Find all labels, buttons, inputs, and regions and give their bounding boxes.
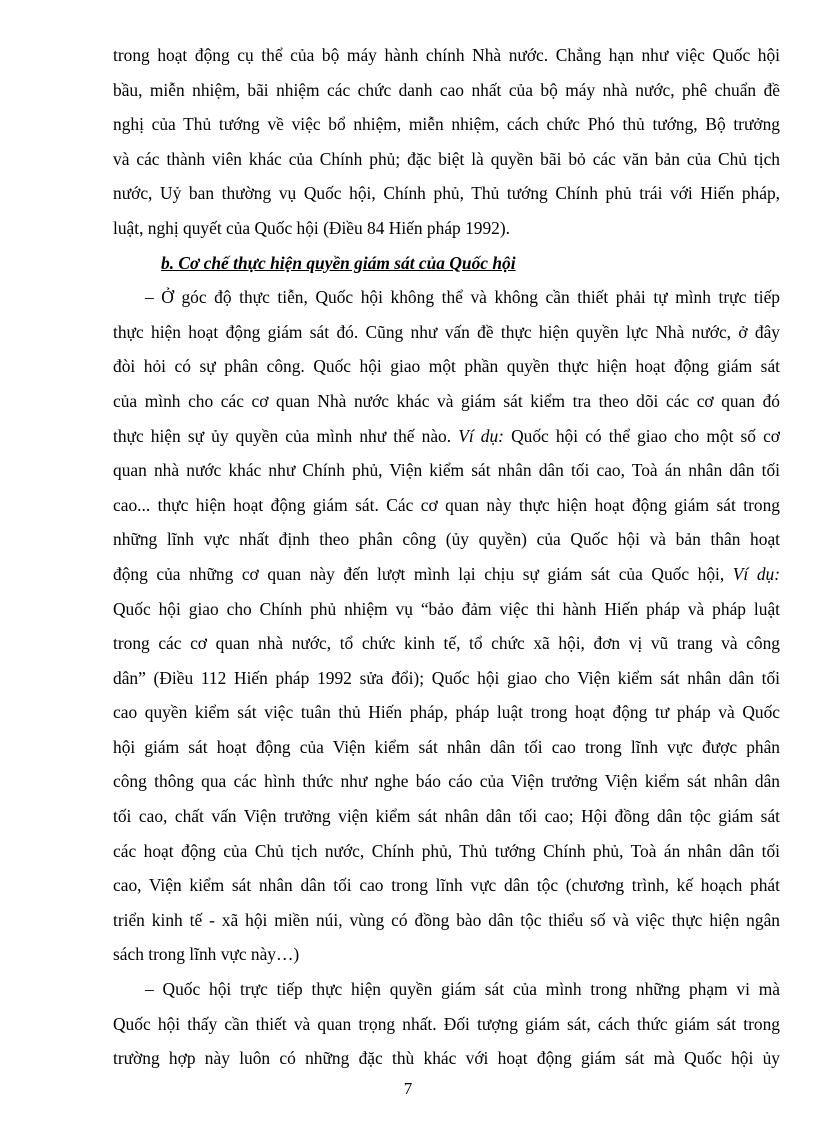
- text-line: trường hợp này luôn có những đặc thù khác với hoạt động giám sát mà Quốc hội ủy: [113, 1048, 780, 1069]
- text-line: nước, Uỷ ban thường vụ Quốc hội, Chính phủ, Thủ tướng Chính phủ trái với Hiến pháp,: [113, 183, 780, 204]
- text-line: của mình cho các cơ quan Nhà nước khác và giám sát kiểm tra theo dõi các cơ quan đó: [113, 390, 780, 411]
- text-line: trong hoạt động cụ thể của bộ máy hành chính Nhà nước. Chẳng hạn như việc Quốc hội: [113, 45, 780, 65]
- text-line: đòi hỏi có sự phân công. Quốc hội giao một phần quyền thực hiện hoạt động giám sát: [113, 356, 780, 377]
- example-label: Ví dụ:: [458, 425, 504, 446]
- text-line: triển kinh tế - xã hội miền núi, vùng có đồng bào dân tộc thiểu số và việc thực hiện ngân: [113, 909, 780, 930]
- text-segment: thực hiện sự ủy quyền của mình như thế nào.: [113, 425, 459, 446]
- text-line: thực hiện hoạt động giám sát đó. Cũng như vấn đề thực hiện quyền lực Nhà nước, ở đây: [113, 321, 780, 342]
- text-line: Quốc hội thấy cần thiết và quan trọng nhất. Đối tượng giám sát, cách thức giám sát trong: [113, 1013, 780, 1034]
- text-line: – Ở góc độ thực tiễn, Quốc hội không thể và không cần thiết phải tự mình trực tiếp: [145, 287, 780, 308]
- text-line: luật, nghị quyết của Quốc hội (Điều 84 Hiến pháp 1992).: [113, 217, 510, 238]
- text-line: sách trong lĩnh vực này…): [113, 944, 300, 965]
- text-line: những lĩnh vực nhất định theo phân công (ủy quyền) của Quốc hội và bản thân hoạt: [113, 529, 780, 550]
- text-line: và các thành viên khác của Chính phủ; đặc biệt là quyền bãi bỏ các văn bản của Chủ tịch: [113, 148, 780, 169]
- text-line: hội giám sát hoạt động của Viện kiểm sát nhân dân tối cao trong lĩnh vực được phân: [113, 736, 780, 757]
- text-line: quan nhà nước khác như Chính phủ, Viện kiểm sát nhân dân tối cao, Toà án nhân dân tối: [113, 460, 780, 481]
- text-line: các hoạt động của Chủ tịch nước, Chính phủ, Thủ tướng Chính phủ, Toà án nhân dân tối: [113, 840, 780, 861]
- text-line: bầu, miễn nhiệm, bãi nhiệm các chức danh cao nhất của bộ máy nhà nước, phê chuẩn đề: [113, 79, 780, 100]
- text-line: – Quốc hội trực tiếp thực hiện quyền giám sát của mình trong những phạm vi mà: [145, 979, 780, 1000]
- text-line: trong các cơ quan nhà nước, tổ chức kinh tế, tổ chức xã hội, đơn vị vũ trang và công: [113, 633, 780, 654]
- text-line: [113, 557, 780, 592]
- text-line: cao quyền kiểm sát việc tuân thủ Hiến pháp, pháp luật trong hoạt động tư pháp và Quốc: [113, 702, 780, 723]
- text-segment: Quốc hội có thể giao cho một số cơ: [503, 425, 781, 446]
- text-line: tối cao, chất vấn Viện trưởng viện kiểm sát nhân dân tối cao; Hội đồng dân tộc giám sát: [113, 806, 780, 827]
- text-line: Quốc hội giao cho Chính phủ nhiệm vụ “bảo đảm việc thi hành Hiến pháp và pháp luật: [113, 598, 780, 619]
- example-label: Ví dụ:: [732, 563, 781, 584]
- text-line: [113, 419, 780, 454]
- text-line: cao, Viện kiểm sát nhân dân tối cao trong lĩnh vực dân tộc (chương trình, kế hoạch phát: [113, 875, 780, 896]
- page-number: 7: [403, 1079, 413, 1098]
- paragraph-continuation: [113, 38, 780, 1076]
- text-line: nghị của Thủ tướng về việc bổ nhiệm, miễn nhiệm, cách chức Phó thủ tướng, Bộ trưởng: [113, 114, 780, 135]
- text-segment: động của những cơ quan này đến lượt mình lại chịu sự giám sát của Quốc hội,: [113, 563, 733, 584]
- text-line: dân” (Điều 112 Hiến pháp 1992 sửa đổi); Quốc hội giao cho Viện kiểm sát nhân dân tối: [113, 667, 780, 688]
- text-line: cao... thực hiện hoạt động giám sát. Các cơ quan này thực hiện hoạt động giám sát trong: [113, 494, 780, 515]
- text-line: công thông qua các hình thức như nghe báo cáo của Viện trưởng Viện kiểm sát nhân dân: [113, 771, 780, 792]
- section-heading: b. Cơ chế thực hiện quyền giám sát của Quốc hội: [161, 252, 516, 273]
